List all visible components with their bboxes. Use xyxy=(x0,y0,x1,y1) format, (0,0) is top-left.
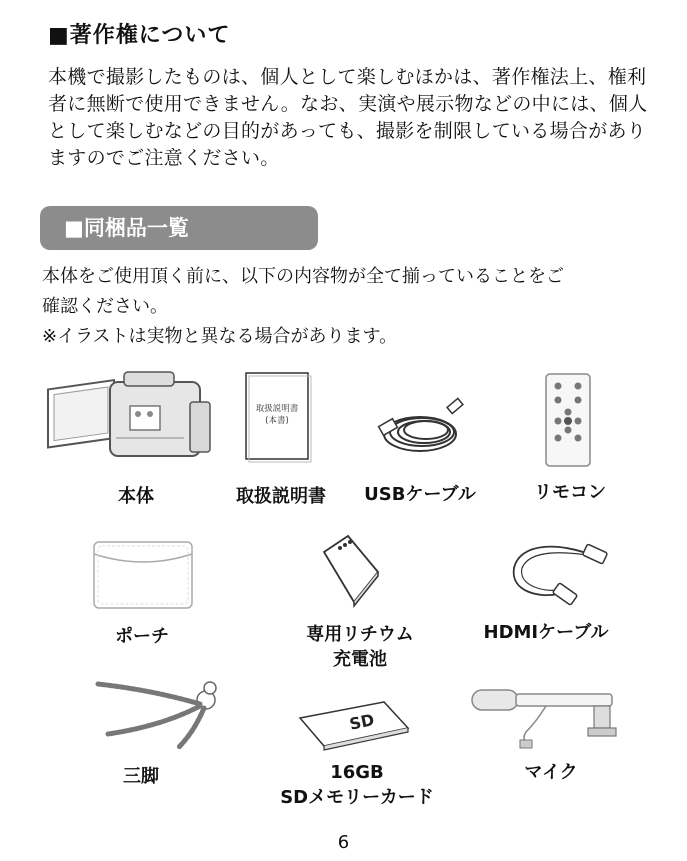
intro-line-2: 確認ください。 xyxy=(42,296,168,317)
sd-card-label xyxy=(272,760,442,810)
microphone-label: マイク xyxy=(524,762,578,783)
sd-card-label-line-1: 16GB xyxy=(330,762,384,783)
manual-cover-subtitle: (本書) xyxy=(265,416,289,426)
manual-image xyxy=(244,371,312,463)
manual-label: 取扱説明書 xyxy=(236,486,326,507)
battery-image xyxy=(318,532,382,608)
contents-heading-banner xyxy=(40,206,318,250)
hdmi-cable-image xyxy=(500,532,612,612)
usb-cable-label: USBケーブル xyxy=(364,484,476,505)
pouch-image xyxy=(92,540,196,612)
usb-cable-image xyxy=(376,396,476,460)
tripod-image xyxy=(82,670,238,752)
tripod-label: 三脚 xyxy=(123,766,159,787)
camcorder-image xyxy=(44,368,214,468)
contents-heading: ■同梱品一覧 xyxy=(64,216,189,240)
hdmi-cable-label: HDMIケーブル xyxy=(483,622,609,643)
pouch-label: ポーチ xyxy=(115,626,169,647)
manual-cover-title: 取扱説明書 xyxy=(255,404,299,414)
camcorder-label: 本体 xyxy=(118,486,154,507)
battery-label xyxy=(290,622,430,672)
sd-card-image xyxy=(292,698,414,752)
microphone-image xyxy=(466,682,630,756)
intro-line-1: 本体をご使用頂く前に、以下の内容物が全て揃っていることをご xyxy=(42,266,564,287)
battery-label-line-2: 充電池 xyxy=(333,649,387,670)
sd-card-mark: SD xyxy=(347,710,376,734)
illustration-note: ※イラストは実物と異なる場合があります。 xyxy=(42,326,398,347)
copyright-heading: ■著作権について xyxy=(48,23,231,48)
remote-label: リモコン xyxy=(534,482,606,503)
contents-intro xyxy=(42,262,652,352)
sd-card-label-line-2: SDメモリーカード xyxy=(280,787,434,808)
copyright-paragraph: 本機で撮影したものは、個人として楽しむほかは、著作権法上、権利者に無断で使用できません。なお、実演や展示物などの中には、個人として楽しむなどの目的があっても、撮影を制限している場合がありますのでご注意ください。 xyxy=(48,66,648,169)
battery-label-line-1: 専用リチウム xyxy=(306,624,414,645)
remote-control-image xyxy=(544,372,594,470)
page-number: 6 xyxy=(337,832,350,853)
